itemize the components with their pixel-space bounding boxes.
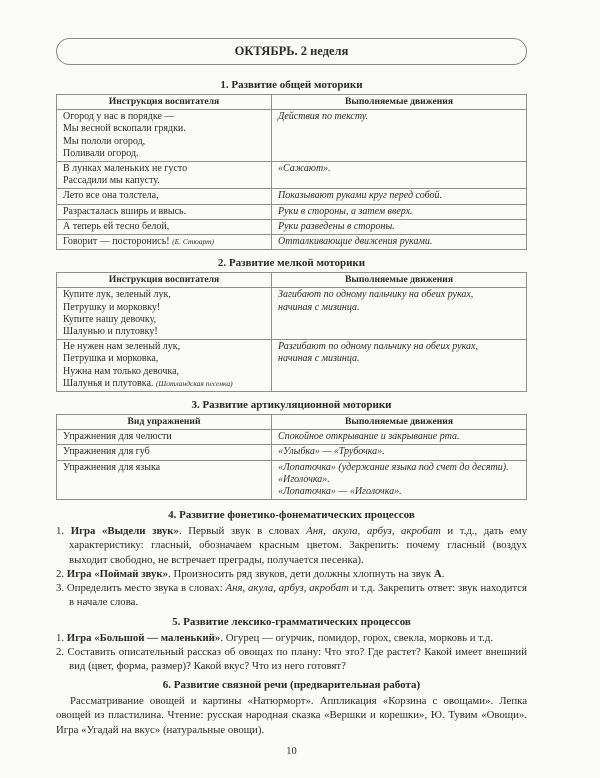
table-row [57, 460, 527, 500]
movement-cell [272, 460, 527, 500]
table-header-row [57, 415, 527, 430]
text-line: Петрушка и морковка, [63, 353, 159, 365]
column-header-2: Выполняемые движения [272, 95, 527, 110]
movement-cell [272, 430, 527, 445]
text-line: Огород у нас в порядке — [63, 111, 175, 123]
table-header-row [57, 95, 527, 110]
text-segment: . Первый звук в словах [178, 525, 307, 538]
column-header-1: Вид упражнений [57, 415, 272, 430]
text-line: «Иголочка». [278, 473, 330, 485]
page-number: 10 [286, 745, 297, 757]
column-header-2: Выполняемые движения [272, 273, 527, 288]
text-line: Разрасталась вширь и ввысь. [63, 205, 187, 217]
text-line: Петрушку и морковку! [63, 301, 161, 313]
italic-text: Аня, акула, арбуз, акробат [306, 525, 441, 538]
text-segment: . [441, 567, 445, 580]
table-row [57, 235, 527, 250]
text-line: начиная с мизинца. [278, 353, 360, 365]
list-item [56, 581, 527, 609]
text-line: «Сажают». [278, 163, 331, 175]
text-segment: . Огурец — огурчик, помидор, горох, свекла, морковь и т.д. [220, 631, 494, 644]
text-line: Отталкивающие движения руками. [278, 236, 433, 248]
text-segment: 2. [56, 567, 67, 580]
section-2-table [56, 272, 527, 392]
table-row [57, 430, 527, 445]
instruction-cell [57, 288, 272, 340]
text-line: «Лопаточка» — «Иголочка». [278, 486, 402, 498]
text-line: Руки в стороны, а затем вверх. [278, 205, 413, 217]
section-5-title: 5. Развитие лексико-грамматических процессов [172, 615, 411, 628]
instruction-cell [57, 340, 272, 392]
italic-text: Аня, акула, арбуз, акробат [225, 582, 349, 595]
movement-cell [272, 162, 527, 189]
instruction-cell [57, 162, 272, 189]
page-header [56, 38, 527, 65]
list-item [56, 567, 527, 581]
text-segment: и т.д., дать ему характеристику: гласный, обозначаем красным цветом. Закрепить: почему гласный (воздух выходит свободно, не встречает преграды, получается песенка). [69, 525, 528, 566]
text-segment: 2. Составить описательный рассказ об овощах по плану: Что это? Где растет? Какой имеет внешний вид (цвет, форма, размер)? Какой вкус? Что из него готовят? [56, 645, 527, 672]
text-line: Шалунья и плутовка. (Шотландская песенка) [63, 377, 233, 389]
table-row [57, 219, 527, 234]
text-line: Поливали огород. [63, 147, 139, 159]
movement-cell [272, 445, 527, 460]
text-line: Показывают руками круг перед собой. [278, 190, 443, 202]
text-line: Спокойное открывание и закрывание рта. [278, 431, 460, 443]
text-segment: 3. Определить место звука в словах: [56, 582, 226, 595]
table-header-row [57, 273, 527, 288]
table-row [57, 340, 527, 392]
instruction-cell [57, 460, 272, 500]
column-header-1: Инструкция воспитателя [57, 95, 272, 110]
tables-container [56, 79, 527, 500]
bold-text: Игра «Большой — маленький» [66, 631, 221, 644]
list-item [56, 524, 527, 567]
section-6-text: Рассматривание овощей и картины «Натюрморт». Аппликация «Корзина с овощами». Лепка овощей из пластилина. Чтение: русская народная сказка «Вершки и корешки», Ю. Тувим «Овощи». Игра «Угадай на вкус» (натуральные овощи). [56, 695, 527, 736]
source-attribution: (Е. Стюарт) [172, 237, 215, 247]
movement-cell [272, 110, 527, 162]
table-row [57, 189, 527, 204]
instruction-cell [57, 110, 272, 162]
text-line: Упражнения для языка [63, 461, 161, 473]
text-segment: и т.д. Закрепить ответ: звук находится в начале слова. [69, 582, 528, 609]
instruction-cell [57, 235, 272, 250]
text-line: Упражнения для челюсти [63, 431, 172, 443]
instruction-cell [57, 219, 272, 234]
section-1-title: 1. Развитие общей моторики [220, 79, 363, 91]
text-line: начиная с мизинца. [278, 301, 360, 313]
list-item [56, 645, 527, 673]
text-line: Разгибают по одному пальчику на обеих руках, [278, 341, 478, 353]
header-title: ОКТЯБРЬ. 2 неделя [234, 44, 349, 58]
text-line: «Лопаточка» (удержание языка под счет до десяти). [278, 461, 509, 473]
table-row [57, 110, 527, 162]
text-line: Не нужен нам зеленый лук, [63, 341, 181, 353]
text-line: В лунках маленьких не густо [63, 163, 188, 175]
movement-cell [272, 204, 527, 219]
section-3-table [56, 414, 527, 500]
section-6-title: 6. Развитие связной речи (предварительная работа) [162, 679, 421, 692]
text-line: Действия по тексту. [278, 111, 369, 123]
text-line: Мы весной вскопали грядки. [63, 123, 186, 135]
section-1-table [56, 94, 527, 250]
text-line: Купите лук, зеленый лук, [63, 289, 171, 301]
text-line: А теперь ей тесно белой, [63, 220, 170, 232]
text-line: Руки разведены в стороны. [278, 220, 395, 232]
text-line: Рассадили мы капусту. [63, 175, 160, 187]
text-line: Лето все она толстела, [63, 190, 159, 202]
text-line: Мы пололи огород, [63, 135, 146, 147]
instruction-cell [57, 189, 272, 204]
text-segment: 1. [56, 631, 67, 644]
document-page [56, 0, 527, 778]
movement-cell [272, 340, 527, 392]
text-line: «Улыбка» — «Трубочка». [278, 446, 385, 458]
bold-text: А [433, 567, 442, 580]
section-5-list [56, 631, 527, 674]
movement-cell [272, 219, 527, 234]
table-row [57, 445, 527, 460]
text-line: Нужна нам только девочка, [63, 365, 180, 377]
list-item [56, 631, 527, 645]
text-line: Загибают по одному пальчику на обеих руках, [278, 289, 474, 301]
movement-cell [272, 235, 527, 250]
text-segment: 1. [56, 525, 71, 538]
text-line: Упражнения для губ [63, 446, 150, 458]
text-line: Шалунью и плутовку! [63, 326, 158, 338]
table-row [57, 162, 527, 189]
source-attribution: (Шотландская песенка) [155, 378, 233, 388]
text-line: Говорит — посторонись! (Е. Стюарт) [63, 236, 215, 248]
section-4-list [56, 524, 527, 609]
table-row [57, 204, 527, 219]
column-header-2: Выполняемые движения [272, 415, 527, 430]
section-4-title: 4. Развитие фонетико-фонематических процессов [168, 509, 415, 522]
text-line: Купите нашу девочку, [63, 313, 157, 325]
text-segment: . Произносить ряд звуков, дети должны хлопнуть на звук [168, 567, 434, 580]
instruction-cell [57, 204, 272, 219]
movement-cell [272, 189, 527, 204]
instruction-cell [57, 445, 272, 460]
table-row [57, 288, 527, 340]
section-3-title: 3. Развитие артикуляционной моторики [191, 399, 392, 412]
column-header-1: Инструкция воспитателя [57, 273, 272, 288]
instruction-cell [57, 430, 272, 445]
bold-text: Игра «Поймай звук» [66, 567, 169, 580]
bold-text: Игра «Выдели звук» [70, 525, 179, 538]
section-2-title: 2. Развитие мелкой моторики [217, 257, 366, 270]
movement-cell [272, 288, 527, 340]
